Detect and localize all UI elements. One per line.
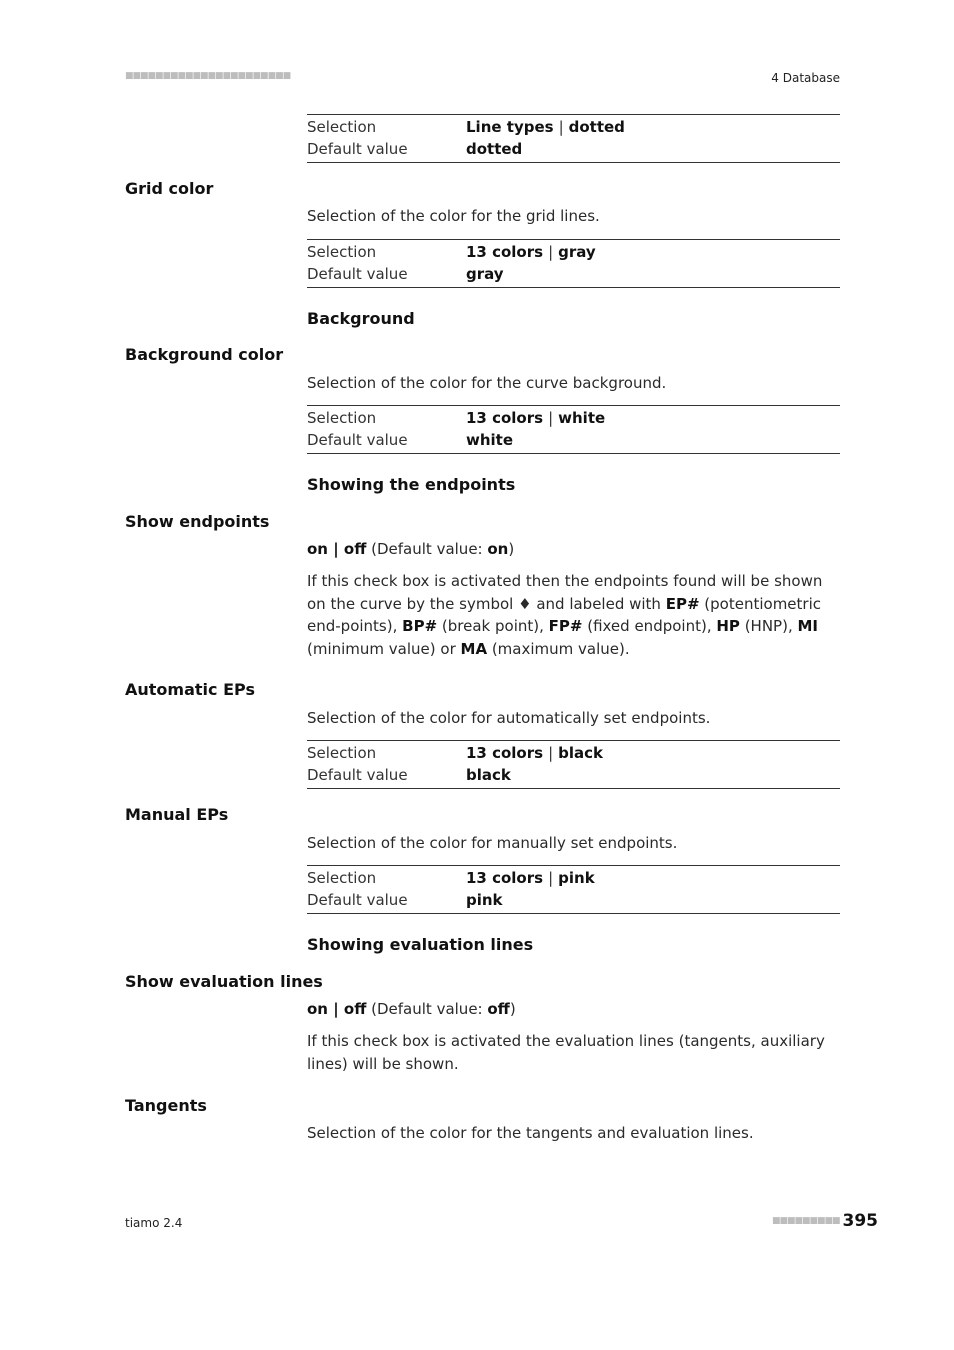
default-value: pink — [466, 891, 503, 909]
tangents-label: Tangents — [125, 1096, 207, 1115]
default-label: Default value — [307, 431, 408, 449]
manual-eps-description: Selection of the color for manually set endpoints. — [307, 834, 678, 852]
background-color-table — [307, 405, 840, 454]
table-row — [307, 263, 840, 285]
default-label: Default value — [307, 891, 408, 909]
tangents-description: Selection of the color for the tangents and evaluation lines. — [307, 1124, 754, 1142]
page-number: 395 — [842, 1211, 878, 1231]
selection-label: Selection — [307, 409, 377, 427]
selection-value: Line types | dotted — [466, 118, 625, 136]
line-type-table — [307, 114, 840, 163]
product-version: tiamo 2.4 — [125, 1216, 183, 1230]
show-endpoints-description: If this check box is activated then the endpoints found will be shown on the curve by the symbol ♦ and labeled with EP# (potentiometric end-points), BP# (break point), FP# (fixed endpoint), HP (HNP), MI (minimum value) or MA (maximum value). — [307, 572, 823, 658]
default-label: Default value — [307, 140, 408, 158]
manual-eps-table — [307, 865, 840, 914]
selection-value: 13 colors | gray — [466, 243, 596, 261]
default-value: dotted — [466, 140, 523, 158]
grid-color-table — [307, 239, 840, 288]
show-evaluation-lines-options: on | off (Default value: off) — [307, 1000, 516, 1018]
manual-eps-label: Manual EPs — [125, 805, 229, 824]
background-section-title: Background — [307, 309, 415, 328]
table-row — [307, 429, 840, 451]
automatic-eps-label: Automatic EPs — [125, 680, 255, 699]
default-value: gray — [466, 265, 504, 283]
table-row — [307, 241, 840, 263]
automatic-eps-table — [307, 740, 840, 789]
table-row — [307, 867, 840, 889]
selection-value: 13 colors | black — [466, 744, 604, 762]
table-row — [307, 407, 840, 429]
table-row — [307, 116, 840, 138]
show-evaluation-lines-description: If this check box is activated the evaluation lines (tangents, auxiliary lines) will be shown. — [307, 1032, 825, 1073]
selection-value: 13 colors | pink — [466, 869, 595, 887]
table-row — [307, 742, 840, 764]
default-value: white — [466, 431, 514, 449]
default-label: Default value — [307, 265, 408, 283]
table-row — [307, 889, 840, 911]
automatic-eps-description: Selection of the color for automatically set endpoints. — [307, 709, 711, 727]
default-value: black — [466, 766, 511, 784]
background-color-label: Background color — [125, 345, 284, 364]
selection-label: Selection — [307, 744, 377, 762]
selection-label: Selection — [307, 118, 377, 136]
endpoints-section-title: Showing the endpoints — [307, 475, 516, 494]
background-color-description: Selection of the color for the curve background. — [307, 374, 667, 392]
table-row — [307, 764, 840, 786]
show-evaluation-lines-label: Show evaluation lines — [125, 972, 323, 991]
selection-label: Selection — [307, 243, 377, 261]
chapter-title: 4 Database — [771, 71, 840, 85]
selection-value: 13 colors | white — [466, 409, 606, 427]
selection-label: Selection — [307, 869, 377, 887]
default-label: Default value — [307, 766, 408, 784]
grid-color-label: Grid color — [125, 179, 214, 198]
footer-decoration: ■■■■■■■■■ — [772, 1216, 840, 1226]
evaluation-lines-section-title: Showing evaluation lines — [307, 935, 534, 954]
header-decoration: ■■■■■■■■■■■■■■■■■■■■■■ — [125, 71, 291, 81]
show-endpoints-label: Show endpoints — [125, 512, 270, 531]
table-row — [307, 138, 840, 160]
show-endpoints-options: on | off (Default value: on) — [307, 540, 515, 558]
grid-color-description: Selection of the color for the grid lines. — [307, 207, 600, 225]
